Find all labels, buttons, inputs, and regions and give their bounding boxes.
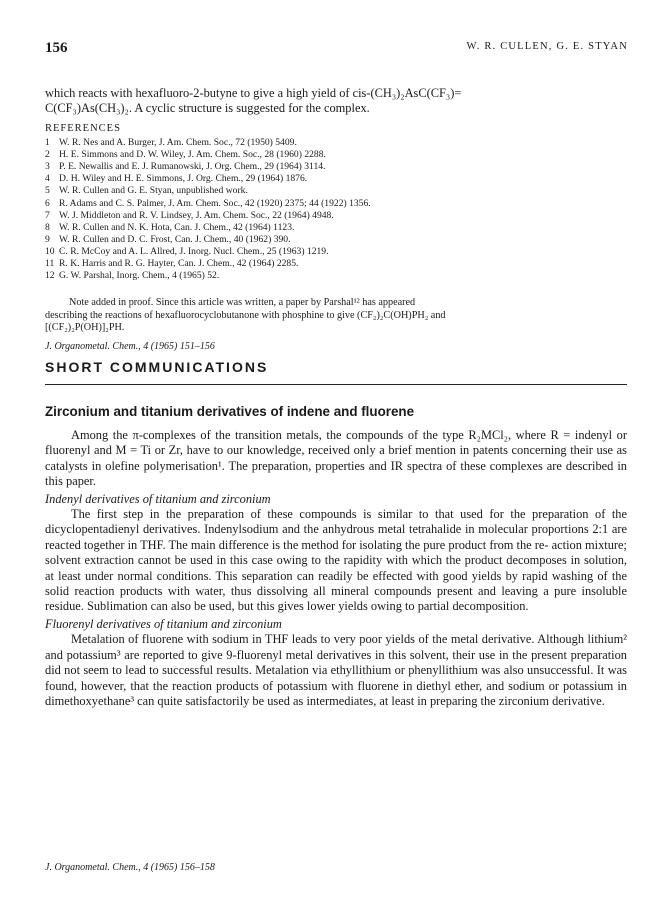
note-line: Note added in proof. Since this article was written, a paper by Parshal¹² has appeared [69, 297, 416, 308]
reference-item: 10 C. R. McCoy and A. L. Allred, J. Inorg. Nucl. Chem., 25 (1963) 1219. [45, 245, 329, 257]
section-heading: SHORT COMMUNICATIONS [45, 359, 269, 375]
reference-item: 6 R. Adams and C. S. Palmer, J. Am. Chem. Soc., 42 (1920) 2375; 44 (1922) 1356. [45, 197, 371, 209]
article-body [45, 428, 627, 709]
reference-item: 5 W. R. Cullen and G. E. Styan, unpublished work. [45, 185, 248, 197]
section-rule [45, 384, 627, 385]
page-number: 156 [45, 40, 68, 56]
reference-item: 4 D. H. Wiley and H. E. Simmons, J. Org. Chem., 29 (1964) 1876. [45, 173, 308, 185]
reference-item: 12 G. W. Parshal, Inorg. Chem., 4 (1965) 52. [45, 270, 220, 282]
references-list [45, 123, 605, 282]
paragraph-indenyl: The first step in the preparation of these compounds is similar to that used for the preparation of the dicyclopentadienyl derivatives. Indenylsodium and the anhydrous metal tetrahalide in molecular proportions 2:1 are reacted together in THF. The main difference is the method for isolating the pure product from the re- action mixture; solvent extraction cannot be used in this case owing to the rapidity with which the product decomposes in solution, at least under normal conditions. This separation can readily be effected with good yields by rapid washing of the solid reaction products with water, thus dissolving all mineral compounds present and leaving a pure insoluble residue. Sublimation can also be used, but this gives lower yields owing to partial decomposition. [45, 507, 627, 614]
note-line: [(CF₂)₂P(OH)]₂PH. [45, 322, 125, 333]
running-head: W. R. CULLEN, G. E. STYAN [466, 41, 628, 52]
subheading-indenyl: Indenyl derivatives of titanium and zirconium [45, 491, 271, 506]
article-title: Zirconium and titanium derivatives of indene and fluorene [45, 404, 415, 419]
references-title: REFERENCES [45, 123, 121, 134]
note-added-in-proof [45, 297, 625, 335]
paragraph-fluorenyl: Metalation of fluorene with sodium in THF leads to very poor yields of the metal derivative. Although lithium² and potassium³ are reported to give 9-fluorenyl metal derivatives in this solvent, their use in the present preparation did not seem to lead to successful results. Metalation via ethyllithium or phenyllithium was also unsuccessful. It was found, however, that the reaction products of potassium with fluorene in diethyl ether, and sodium or potassium in dimethoxyethane³ can quite satisfactorily be used as intermediates, at least in preparing the zirconium derivative. [45, 632, 627, 708]
intro-line: which reacts with hexafluoro-2-butyne to give a high yield of cis-(CH₃)₂AsC(CF₃)= [45, 86, 462, 100]
reference-item: 3 P. E. Newallis and E. J. Rumanowski, J. Org. Chem., 29 (1964) 3114. [45, 161, 326, 173]
reference-item: 8 W. R. Cullen and N. K. Hota, Can. J. Chem., 42 (1964) 1123. [45, 221, 295, 233]
intro-paragraph [45, 86, 627, 117]
page-header [45, 40, 628, 60]
journal-reference-bottom: J. Organometal. Chem., 4 (1965) 156–158 [45, 862, 215, 873]
paragraph-intro: Among the π-complexes of the transition metals, the compounds of the type R₂MCl₂, where R = indenyl or fluorenyl and M = Ti or Zr, have to our knowledge, received only a brief mention in patents concerning their use as catalysts in olefine polymerisation¹. The preparation, properties and IR spectra of these complexes are described in this paper. [45, 428, 627, 489]
reference-item: 7 W. J. Middleton and R. V. Lindsey, J. Am. Chem. Soc., 22 (1964) 4948. [45, 209, 334, 221]
reference-item: 1 W. R. Nes and A. Burger, J. Am. Chem. Soc., 72 (1950) 5409. [45, 137, 297, 149]
reference-item: 11 R. K. Harris and R. G. Hayter, Can. J. Chem., 42 (1964) 2285. [45, 258, 299, 270]
intro-line: C(CF₃)As(CH₃)₂. A cyclic structure is suggested for the complex. [45, 101, 370, 116]
journal-reference-top: J. Organometal. Chem., 4 (1965) 151–156 [45, 341, 215, 352]
note-line: describing the reactions of hexafluorocyclobutanone with phosphine to give (CF₂)₂C(OH)PH₂ and [45, 309, 446, 321]
reference-item: 9 W. R. Cullen and D. C. Frost, Can. J. Chem., 40 (1962) 390. [45, 233, 291, 245]
subheading-fluorenyl: Fluorenyl derivatives of titanium and zirconium [45, 616, 282, 631]
reference-item: 2 H. E. Simmons and D. W. Wiley, J. Am. Chem. Soc., 28 (1960) 2288. [45, 149, 326, 161]
